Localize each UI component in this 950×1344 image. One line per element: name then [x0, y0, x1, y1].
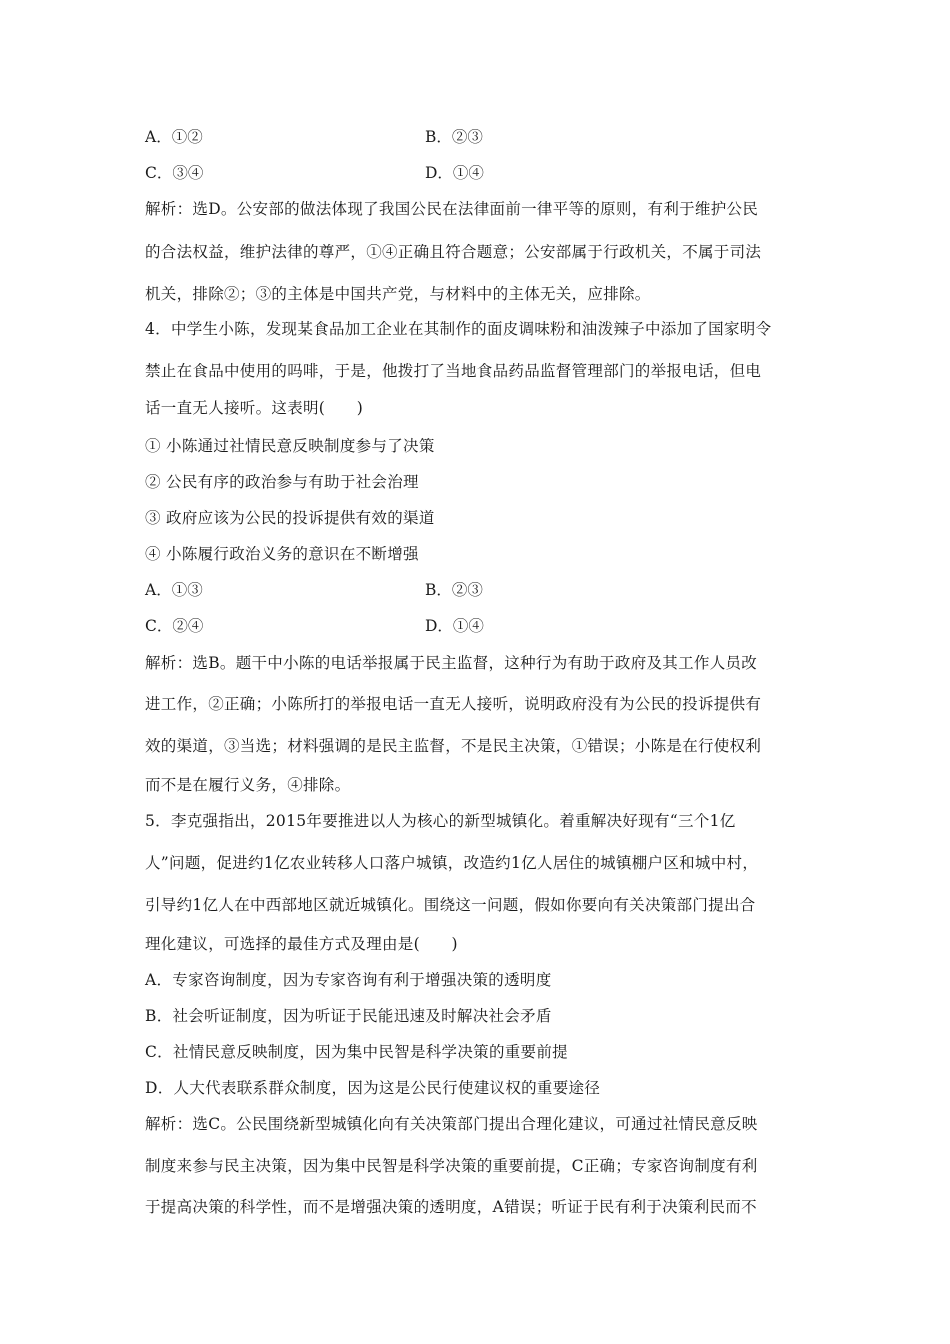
q3-analysis-line-2: 的合法权益，维护法律的尊严，①④正确且符合题意；公安部属于行政机关，不属于司法	[145, 243, 762, 261]
q5-stem-line-4: 理化建议，可选择的最佳方式及理由是( )	[145, 935, 458, 953]
q5-analysis-line-2: 制度来参与民主决策，因为集中民智是科学决策的重要前提，C正确；专家咨询制度有利	[145, 1157, 758, 1175]
q5-stem-line-1: 5．李克强指出，2015年要推进以人为核心的新型城镇化。着重解决好现有“三个1亿	[145, 812, 736, 830]
q5-stem-line-3: 引导约1亿人在中西部地区就近城镇化。围绕这一问题，假如你要向有关决策部门提出合	[145, 896, 756, 914]
q4-option-c: C．②④	[145, 617, 204, 635]
q4-option-b: B．②③	[425, 581, 483, 599]
q4-item-2: ② 公民有序的政治参与有助于社会治理	[145, 473, 419, 491]
q5-option-d: D．人大代表联系群众制度，因为这是公民行使建议权的重要途径	[145, 1079, 601, 1097]
q4-stem-line-3: 话一直无人接听。这表明( )	[145, 399, 364, 417]
q4-stem-line-1: 4．中学生小陈，发现某食品加工企业在其制作的面皮调味粉和油泼辣子中添加了国家明令	[145, 320, 772, 338]
q5-analysis-line-1: 解析：选C。公民围绕新型城镇化向有关决策部门提出合理化建议，可通过社情民意反映	[145, 1115, 758, 1133]
q3-analysis-line-1: 解析：选D。公安部的做法体现了我国公民在法律面前一律平等的原则，有利于维护公民	[145, 200, 759, 218]
q4-analysis-line-4: 而不是在履行义务，④排除。	[145, 776, 351, 794]
q4-analysis-line-2: 进工作，②正确；小陈所打的举报电话一直无人接听，说明政府没有为公民的投诉提供有	[145, 695, 762, 713]
q3-option-a: A．①②	[145, 128, 203, 146]
q4-option-d: D．①④	[425, 617, 484, 635]
q4-item-3: ③ 政府应该为公民的投诉提供有效的渠道	[145, 509, 435, 527]
q3-analysis-line-3: 机关，排除②；③的主体是中国共产党，与材料中的主体无关，应排除。	[145, 285, 651, 303]
q5-option-b: B．社会听证制度，因为听证于民能迅速及时解决社会矛盾	[145, 1007, 552, 1025]
q5-option-a: A．专家咨询制度，因为专家咨询有利于增强决策的透明度	[145, 971, 552, 989]
q4-stem-line-2: 禁止在食品中使用的吗啡，于是，他拨打了当地食品药品监督管理部门的举报电话，但电	[145, 362, 762, 380]
q5-stem-line-2: 人”问题，促进约1亿农业转移人口落户城镇，改造约1亿人居住的城镇棚户区和城中村，	[145, 854, 759, 872]
q4-analysis-line-1: 解析：选B。题干中小陈的电话举报属于民主监督，这种行为有助于政府及其工作人员改	[145, 654, 758, 672]
q5-option-c: C．社情民意反映制度，因为集中民智是科学决策的重要前提	[145, 1043, 568, 1061]
q3-options-row-1	[145, 127, 815, 147]
q4-analysis-line-3: 效的渠道，③当选；材料强调的是民主监督，不是民主决策，①错误；小陈是在行使权利	[145, 737, 762, 755]
q3-option-d: D．①④	[425, 164, 484, 182]
q4-item-1: ① 小陈通过社情民意反映制度参与了决策	[145, 437, 435, 455]
q4-options-row-1	[145, 580, 815, 600]
q3-option-c: C．③④	[145, 164, 204, 182]
q3-option-b: B．②③	[425, 128, 483, 146]
q5-analysis-line-3: 于提高决策的科学性，而不是增强决策的透明度，A错误；听证于民有利于决策利民而不	[145, 1198, 757, 1216]
q3-options-row-2	[145, 163, 815, 183]
q4-option-a: A．①③	[145, 581, 203, 599]
q4-options-row-2	[145, 616, 815, 636]
q4-item-4: ④ 小陈履行政治义务的意识在不断增强	[145, 545, 419, 563]
